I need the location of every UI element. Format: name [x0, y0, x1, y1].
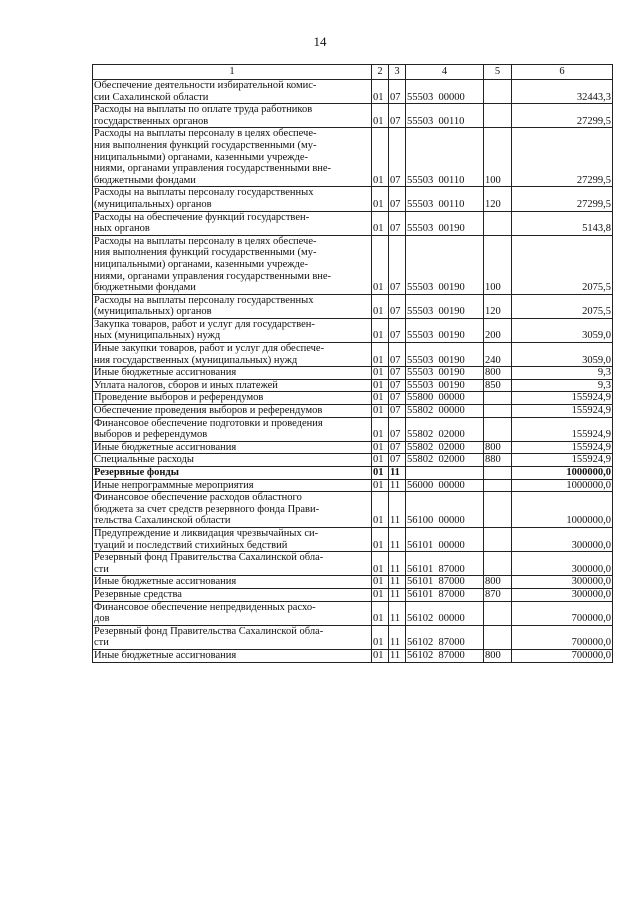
row-subsection: 07 — [389, 392, 406, 405]
row-expense-type — [484, 527, 512, 551]
row-expense-type: 800 — [484, 649, 512, 662]
row-expense-type: 200 — [484, 318, 512, 342]
row-subsection: 07 — [389, 80, 406, 104]
header-col-1: 1 — [93, 65, 372, 80]
row-amount: 155924,9 — [512, 417, 613, 441]
row-section: 01 — [372, 405, 389, 418]
row-target-article: 56102 00000 — [406, 601, 484, 625]
table-row — [93, 392, 613, 405]
row-amount: 9,3 — [512, 379, 613, 392]
row-target-article: 55503 00190 — [406, 379, 484, 392]
row-expense-type — [484, 405, 512, 418]
row-section: 01 — [372, 527, 389, 551]
row-subsection: 07 — [389, 104, 406, 128]
table-row — [93, 235, 613, 294]
row-name: Финансовое обеспечение расходов областного бюджета за счет средств резервного фонда Прави- тельства Сахалинской области — [93, 492, 372, 528]
row-amount: 300000,0 — [512, 588, 613, 601]
row-target-article: 56101 87000 — [406, 588, 484, 601]
row-amount: 1000000,0 — [512, 467, 613, 480]
row-section: 01 — [372, 80, 389, 104]
row-target-article: 56102 87000 — [406, 649, 484, 662]
row-name: Расходы на обеспечение функций государствен- ных органов — [93, 211, 372, 235]
row-target-article: 56101 87000 — [406, 576, 484, 589]
row-target-article: 55503 00190 — [406, 294, 484, 318]
row-expense-type — [484, 492, 512, 528]
row-amount: 155924,9 — [512, 441, 613, 454]
table-row — [93, 588, 613, 601]
row-subsection: 11 — [389, 576, 406, 589]
row-section: 01 — [372, 367, 389, 380]
row-name: Иные бюджетные ассигнования — [93, 649, 372, 662]
table-row — [93, 80, 613, 104]
row-target-article: 55503 00110 — [406, 187, 484, 211]
row-subsection: 11 — [389, 467, 406, 480]
row-target-article: 56100 00000 — [406, 492, 484, 528]
row-target-article: 55503 00190 — [406, 235, 484, 294]
row-subsection: 07 — [389, 318, 406, 342]
row-amount: 2075,5 — [512, 235, 613, 294]
row-amount: 700000,0 — [512, 601, 613, 625]
table-row — [93, 601, 613, 625]
row-subsection: 07 — [389, 367, 406, 380]
row-expense-type: 800 — [484, 576, 512, 589]
row-amount: 300000,0 — [512, 576, 613, 589]
row-subsection: 11 — [389, 492, 406, 528]
table-row — [93, 625, 613, 649]
row-subsection: 07 — [389, 405, 406, 418]
row-amount: 1000000,0 — [512, 479, 613, 492]
row-target-article: 55503 00190 — [406, 211, 484, 235]
row-expense-type — [484, 392, 512, 405]
row-section: 01 — [372, 601, 389, 625]
table-row — [93, 187, 613, 211]
table-row — [93, 441, 613, 454]
row-section: 01 — [372, 576, 389, 589]
row-target-article: 55503 00110 — [406, 128, 484, 187]
row-expense-type: 850 — [484, 379, 512, 392]
row-section: 01 — [372, 318, 389, 342]
row-name: Иные бюджетные ассигнования — [93, 576, 372, 589]
row-target-article: 55503 00000 — [406, 80, 484, 104]
row-target-article: 55802 02000 — [406, 417, 484, 441]
row-section: 01 — [372, 187, 389, 211]
row-amount: 300000,0 — [512, 552, 613, 576]
row-section: 01 — [372, 649, 389, 662]
row-subsection: 11 — [389, 625, 406, 649]
row-subsection: 11 — [389, 588, 406, 601]
row-section: 01 — [372, 492, 389, 528]
table-row — [93, 318, 613, 342]
row-subsection: 07 — [389, 211, 406, 235]
row-expense-type: 880 — [484, 454, 512, 467]
row-expense-type — [484, 479, 512, 492]
row-section: 01 — [372, 479, 389, 492]
row-target-article: 55503 00110 — [406, 104, 484, 128]
header-col-2: 2 — [372, 65, 389, 80]
row-subsection: 11 — [389, 649, 406, 662]
row-target-article: 55800 00000 — [406, 392, 484, 405]
row-target-article: 55503 00190 — [406, 367, 484, 380]
table-row — [93, 492, 613, 528]
row-subsection: 07 — [389, 454, 406, 467]
row-subsection: 07 — [389, 417, 406, 441]
row-amount: 32443,3 — [512, 80, 613, 104]
table-row — [93, 552, 613, 576]
row-section: 01 — [372, 379, 389, 392]
row-section: 01 — [372, 441, 389, 454]
row-target-article: 55802 02000 — [406, 441, 484, 454]
row-expense-type: 870 — [484, 588, 512, 601]
row-amount: 3059,0 — [512, 318, 613, 342]
row-amount: 27299,5 — [512, 128, 613, 187]
row-subsection: 11 — [389, 527, 406, 551]
row-section: 01 — [372, 294, 389, 318]
table-row — [93, 649, 613, 662]
row-expense-type — [484, 417, 512, 441]
row-name: Закупка товаров, работ и услуг для государствен- ных (муниципальных) нужд — [93, 318, 372, 342]
row-expense-type — [484, 80, 512, 104]
row-name: Иные бюджетные ассигнования — [93, 367, 372, 380]
page-number: 14 — [313, 34, 327, 49]
row-amount: 700000,0 — [512, 649, 613, 662]
row-amount: 700000,0 — [512, 625, 613, 649]
row-name: Расходы на выплаты по оплате труда работников государственных органов — [93, 104, 372, 128]
row-subsection: 07 — [389, 441, 406, 454]
row-section: 01 — [372, 552, 389, 576]
row-target-article: 55802 00000 — [406, 405, 484, 418]
row-name: Обеспечение проведения выборов и референдумов — [93, 405, 372, 418]
row-expense-type — [484, 467, 512, 480]
row-name: Уплата налогов, сборов и иных платежей — [93, 379, 372, 392]
row-expense-type — [484, 104, 512, 128]
row-section: 01 — [372, 454, 389, 467]
row-subsection: 11 — [389, 601, 406, 625]
row-section: 01 — [372, 625, 389, 649]
row-amount: 27299,5 — [512, 104, 613, 128]
row-section: 01 — [372, 417, 389, 441]
row-section: 01 — [372, 343, 389, 367]
row-name: Специальные расходы — [93, 454, 372, 467]
row-target-article: 56000 00000 — [406, 479, 484, 492]
row-target-article: 55503 00190 — [406, 318, 484, 342]
table-row — [93, 405, 613, 418]
row-section: 01 — [372, 588, 389, 601]
row-amount: 9,3 — [512, 367, 613, 380]
table-row — [93, 211, 613, 235]
row-expense-type — [484, 211, 512, 235]
row-subsection: 07 — [389, 343, 406, 367]
row-amount: 2075,5 — [512, 294, 613, 318]
row-section: 01 — [372, 128, 389, 187]
row-amount: 5143,8 — [512, 211, 613, 235]
row-subsection: 11 — [389, 479, 406, 492]
row-target-article: 55503 00190 — [406, 343, 484, 367]
row-name: Резервные фонды — [93, 467, 372, 480]
row-name: Расходы на выплаты персоналу государственных (муниципальных) органов — [93, 187, 372, 211]
table-row — [93, 576, 613, 589]
table-row — [93, 294, 613, 318]
row-subsection: 11 — [389, 552, 406, 576]
row-name: Расходы на выплаты персоналу в целях обеспече- ния выполнения функций государственными (му- ниципальными) органами, казенными учрежде- ниями, органами управления государственными вне- бюджетными фондами — [93, 235, 372, 294]
row-target-article: 56101 87000 — [406, 552, 484, 576]
row-amount: 3059,0 — [512, 343, 613, 367]
row-target-article: 56102 87000 — [406, 625, 484, 649]
row-name: Резервный фонд Правительства Сахалинской обла- сти — [93, 552, 372, 576]
row-target-article: 56101 00000 — [406, 527, 484, 551]
row-name: Расходы на выплаты персоналу в целях обеспече- ния выполнения функций государственными (му- ниципальными) органами, казенными учрежде- ниями, органами управления государственными вне- бюджетными фондами — [93, 128, 372, 187]
table-header-row — [93, 65, 613, 80]
row-name: Финансовое обеспечение непредвиденных расхо- дов — [93, 601, 372, 625]
table-row — [93, 417, 613, 441]
table-body — [93, 80, 613, 663]
header-col-3: 3 — [389, 65, 406, 80]
row-amount: 1000000,0 — [512, 492, 613, 528]
table-row — [93, 479, 613, 492]
row-section: 01 — [372, 104, 389, 128]
header-col-6: 6 — [512, 65, 613, 80]
table-row — [93, 128, 613, 187]
row-section: 01 — [372, 392, 389, 405]
row-target-article — [406, 467, 484, 480]
row-expense-type: 120 — [484, 187, 512, 211]
row-expense-type: 120 — [484, 294, 512, 318]
row-name: Иные бюджетные ассигнования — [93, 441, 372, 454]
row-section: 01 — [372, 467, 389, 480]
row-name: Расходы на выплаты персоналу государственных (муниципальных) органов — [93, 294, 372, 318]
row-name: Иные закупки товаров, работ и услуг для обеспече- ния государственных (муниципальных) нужд — [93, 343, 372, 367]
row-section: 01 — [372, 235, 389, 294]
table-row — [93, 454, 613, 467]
row-amount: 155924,9 — [512, 454, 613, 467]
row-name: Резервные средства — [93, 588, 372, 601]
row-subsection: 07 — [389, 379, 406, 392]
row-subsection: 07 — [389, 187, 406, 211]
table-row — [93, 367, 613, 380]
row-amount: 300000,0 — [512, 527, 613, 551]
table-row — [93, 467, 613, 480]
header-col-4: 4 — [406, 65, 484, 80]
row-section: 01 — [372, 211, 389, 235]
row-expense-type: 240 — [484, 343, 512, 367]
header-col-5: 5 — [484, 65, 512, 80]
row-expense-type — [484, 601, 512, 625]
row-name: Резервный фонд Правительства Сахалинской обла- сти — [93, 625, 372, 649]
row-expense-type: 800 — [484, 441, 512, 454]
row-amount: 155924,9 — [512, 405, 613, 418]
row-name: Проведение выборов и референдумов — [93, 392, 372, 405]
row-expense-type: 100 — [484, 235, 512, 294]
row-name: Предупреждение и ликвидация чрезвычайных си- туаций и последствий стихийных бедствий — [93, 527, 372, 551]
row-expense-type — [484, 552, 512, 576]
row-name: Обеспечение деятельности избирательной комис- сии Сахалинской области — [93, 80, 372, 104]
row-expense-type: 100 — [484, 128, 512, 187]
table-row — [93, 104, 613, 128]
row-expense-type: 800 — [484, 367, 512, 380]
budget-table — [92, 64, 613, 663]
row-amount: 155924,9 — [512, 392, 613, 405]
row-name: Финансовое обеспечение подготовки и проведения выборов и референдумов — [93, 417, 372, 441]
row-name: Иные непрограммные мероприятия — [93, 479, 372, 492]
row-subsection: 07 — [389, 128, 406, 187]
table-row — [93, 379, 613, 392]
table-row — [93, 343, 613, 367]
row-expense-type — [484, 625, 512, 649]
row-subsection: 07 — [389, 294, 406, 318]
row-subsection: 07 — [389, 235, 406, 294]
row-amount: 27299,5 — [512, 187, 613, 211]
row-target-article: 55802 02000 — [406, 454, 484, 467]
table-row — [93, 527, 613, 551]
